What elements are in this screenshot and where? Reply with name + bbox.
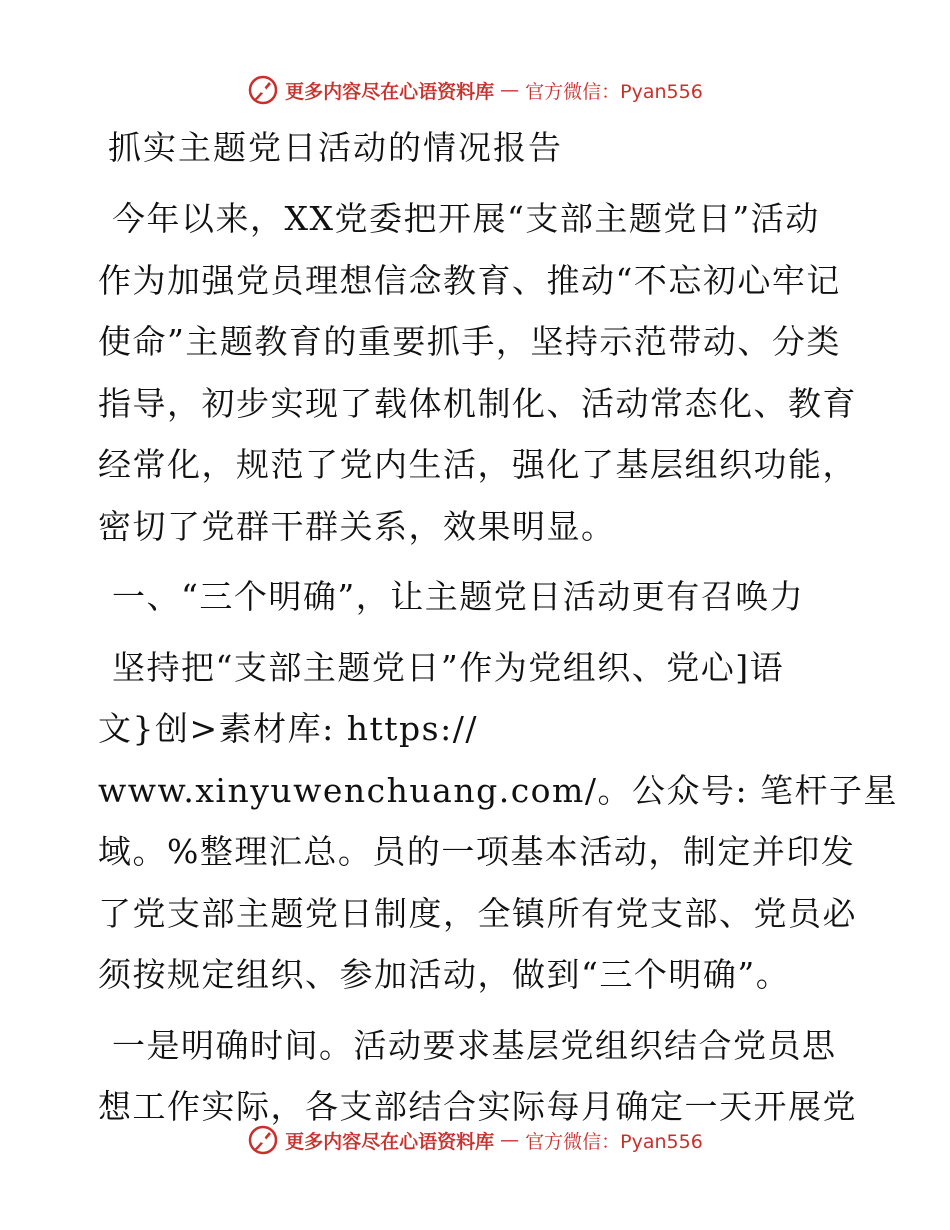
paragraph-line: 作为加强党员理想信念教育、推动“不忘初心牢记 bbox=[98, 260, 841, 300]
feather-circle-logo-icon bbox=[247, 74, 279, 106]
paragraph-line: 经常化，规范了党内生活，强化了基层组织功能， bbox=[98, 445, 857, 484]
promo-text: 更多内容尽在心语资料库 bbox=[285, 1130, 495, 1153]
footer-banner bbox=[0, 1120, 950, 1160]
separator: — bbox=[500, 79, 520, 101]
document-body bbox=[98, 120, 899, 1147]
paragraph-line: 了党支部主题党日制度，全镇所有党支部、党员必 bbox=[98, 893, 857, 933]
wechat-text: 官方微信：Pyan556 bbox=[525, 80, 703, 103]
paragraph-line: 域。%整理汇总。员的一项基本活动，制定并印发 bbox=[98, 832, 856, 871]
paragraph-line: 今年以来，XX党委把开展“支部主题党日”活动 bbox=[112, 199, 820, 238]
paragraph-line: 文}创>素材库: https:// bbox=[98, 709, 478, 748]
header-banner bbox=[0, 70, 950, 110]
paragraph-line: 坚持把“支部主题党日”作为党组织、党心]语 bbox=[112, 647, 785, 687]
paragraph-line: 须按规定组织、参加活动，做到“三个明确”。 bbox=[98, 955, 791, 994]
paragraph-intro bbox=[98, 188, 858, 557]
paragraph-line: www.xinyuwenchuang.com/。公众号: 笔杆子星 bbox=[98, 770, 899, 810]
promo-text: 更多内容尽在心语资料库 bbox=[285, 80, 495, 103]
paragraph-section-one bbox=[98, 637, 899, 1006]
separator: — bbox=[500, 1129, 520, 1151]
paragraph-line: 使命”主题教育的重要抓手，坚持示范带动、分类 bbox=[98, 322, 841, 361]
wechat-text: 官方微信：Pyan556 bbox=[525, 1130, 703, 1153]
paragraph-line: 想工作实际，各支部结合实际每月确定一天开展党 bbox=[98, 1087, 857, 1126]
heading-line: 一、“三个明确”，让主题党日活动更有召唤力 bbox=[112, 577, 805, 616]
feather-circle-logo-icon bbox=[247, 1124, 279, 1156]
paragraph-line: 指导，初步实现了载体机制化、活动常态化、教育 bbox=[98, 383, 857, 423]
section-heading bbox=[98, 566, 858, 628]
paragraph-line: 密切了党群干群关系，效果明显。 bbox=[98, 506, 616, 546]
document-title: 抓实主题党日活动的情况报告 bbox=[108, 128, 563, 167]
paragraph-line: 一是明确时间。活动要求基层党组织结合党员思 bbox=[112, 1025, 837, 1065]
